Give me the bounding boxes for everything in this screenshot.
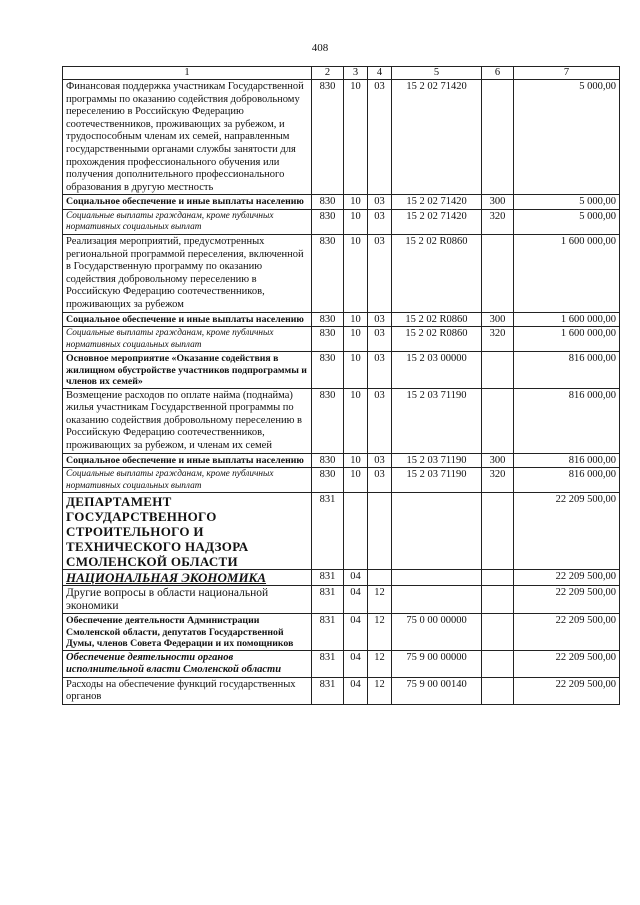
expense-type-code [482, 614, 514, 651]
expense-name: Социальные выплаты гражданам, кроме публичных нормативных социальных выплат [63, 209, 312, 234]
expense-type-code [482, 234, 514, 312]
expense-name: Социальное обеспечение и иные выплаты населению [63, 195, 312, 210]
grbs-code: 830 [312, 312, 344, 327]
subsection-code: 03 [368, 234, 392, 312]
budget-table [62, 66, 620, 705]
table-row [63, 586, 620, 614]
expense-type-code [482, 650, 514, 677]
expense-type-code [482, 352, 514, 389]
target-article-code: 15 2 03 71190 [392, 468, 482, 493]
grbs-code: 830 [312, 195, 344, 210]
subsection-code: 03 [368, 453, 392, 468]
amount: 22 209 500,00 [514, 570, 620, 586]
table-row [63, 195, 620, 210]
target-article-code: 15 2 02 R0860 [392, 327, 482, 352]
target-article-code: 15 2 02 R0860 [392, 234, 482, 312]
table-row [63, 312, 620, 327]
table-row [63, 80, 620, 195]
section-code: 10 [344, 453, 368, 468]
amount: 5 000,00 [514, 80, 620, 195]
target-article-code [392, 570, 482, 586]
target-article-code: 75 9 00 00140 [392, 677, 482, 704]
amount: 816 000,00 [514, 388, 620, 453]
expense-name: Социальные выплаты гражданам, кроме публичных нормативных социальных выплат [63, 327, 312, 352]
expense-name: Обеспечение деятельности органов исполнительной власти Смоленской области [63, 650, 312, 677]
amount: 5 000,00 [514, 209, 620, 234]
expense-name: ДЕПАРТАМЕНТ ГОСУДАРСТВЕННОГО СТРОИТЕЛЬНОГО И ТЕХНИЧЕСКОГО НАДЗОРА СМОЛЕНСКОЙ ОБЛАСТИ [63, 493, 312, 570]
subsection-code: 03 [368, 312, 392, 327]
expense-type-code: 320 [482, 327, 514, 352]
table-row [63, 327, 620, 352]
subsection-code: 12 [368, 677, 392, 704]
section-code [344, 493, 368, 570]
table-row [63, 388, 620, 453]
grbs-code: 830 [312, 327, 344, 352]
section-code: 10 [344, 234, 368, 312]
column-number: 1 [63, 67, 312, 80]
amount: 816 000,00 [514, 352, 620, 389]
grbs-code: 830 [312, 80, 344, 195]
target-article-code: 15 2 02 71420 [392, 209, 482, 234]
table-row [63, 677, 620, 704]
amount: 5 000,00 [514, 195, 620, 210]
target-article-code: 15 2 02 R0860 [392, 312, 482, 327]
amount: 22 209 500,00 [514, 650, 620, 677]
section-code: 04 [344, 614, 368, 651]
column-number: 2 [312, 67, 344, 80]
column-number: 6 [482, 67, 514, 80]
table-row [63, 614, 620, 651]
subsection-code: 03 [368, 80, 392, 195]
target-article-code: 15 2 03 71190 [392, 388, 482, 453]
expense-name: Основное мероприятие «Оказание содействия в жилищном обустройстве участников подпрограммы и членов их семей» [63, 352, 312, 389]
amount: 22 209 500,00 [514, 677, 620, 704]
grbs-code: 831 [312, 586, 344, 614]
grbs-code: 831 [312, 614, 344, 651]
table-row [63, 468, 620, 493]
section-code: 04 [344, 570, 368, 586]
grbs-code: 831 [312, 493, 344, 570]
section-code: 04 [344, 586, 368, 614]
subsection-code: 03 [368, 468, 392, 493]
column-number: 3 [344, 67, 368, 80]
target-article-code: 75 0 00 00000 [392, 614, 482, 651]
section-code: 10 [344, 209, 368, 234]
amount: 22 209 500,00 [514, 586, 620, 614]
table-row [63, 453, 620, 468]
section-code: 10 [344, 80, 368, 195]
amount: 22 209 500,00 [514, 493, 620, 570]
section-code: 04 [344, 677, 368, 704]
subsection-code: 03 [368, 352, 392, 389]
subsection-code [368, 493, 392, 570]
table-row [63, 209, 620, 234]
grbs-code: 830 [312, 468, 344, 493]
table-row [63, 650, 620, 677]
expense-name: Социальное обеспечение и иные выплаты населению [63, 453, 312, 468]
table-row [63, 352, 620, 389]
subsection-code: 03 [368, 388, 392, 453]
column-number-row [63, 67, 620, 80]
grbs-code: 831 [312, 570, 344, 586]
subsection-code: 03 [368, 195, 392, 210]
expense-name: НАЦИОНАЛЬНАЯ ЭКОНОМИКА [63, 570, 312, 586]
section-code: 10 [344, 195, 368, 210]
expense-type-code [482, 677, 514, 704]
subsection-code: 03 [368, 327, 392, 352]
subsection-code: 12 [368, 650, 392, 677]
table-row [63, 493, 620, 570]
target-article-code: 75 9 00 00000 [392, 650, 482, 677]
expense-name: Возмещение расходов по оплате найма (поднайма) жилья участникам Государственной программы по оказанию содействия добровольному переселению в Российскую Федерацию соотечественников, проживающих за рубежом, и членам их семей [63, 388, 312, 453]
expense-name: Финансовая поддержка участникам Государственной программы по оказанию содействия добровольному переселению в Российскую Федерацию соотечественников, проживающих за рубежом, и трудоспособным членам их семей, направленным государственными органами службы занятости для прохождения профессионального обучения или получения дополнительного профессионального образования в другую местность [63, 80, 312, 195]
expense-type-code [482, 586, 514, 614]
expense-name: Обеспечение деятельности Администрации Смоленской области, депутатов Государственной Думы, членов Совета Федерации и их помощников [63, 614, 312, 651]
table-row [63, 570, 620, 586]
section-code: 04 [344, 650, 368, 677]
target-article-code: 15 2 03 00000 [392, 352, 482, 389]
subsection-code: 12 [368, 614, 392, 651]
amount: 1 600 000,00 [514, 234, 620, 312]
expense-type-code: 300 [482, 312, 514, 327]
grbs-code: 830 [312, 209, 344, 234]
expense-name: Реализация мероприятий, предусмотренных региональной программой переселения, включенной в Государственную программу по оказанию содействия добровольному переселению в Российскую Федерацию соотечественников, проживающих за рубежом [63, 234, 312, 312]
section-code: 10 [344, 327, 368, 352]
target-article-code: 15 2 02 71420 [392, 80, 482, 195]
amount: 22 209 500,00 [514, 614, 620, 651]
expense-type-code [482, 80, 514, 195]
section-code: 10 [344, 312, 368, 327]
expense-type-code [482, 388, 514, 453]
column-number: 4 [368, 67, 392, 80]
grbs-code: 830 [312, 453, 344, 468]
section-code: 10 [344, 468, 368, 493]
column-number: 5 [392, 67, 482, 80]
amount: 816 000,00 [514, 468, 620, 493]
section-code: 10 [344, 388, 368, 453]
expense-type-code: 300 [482, 453, 514, 468]
target-article-code [392, 493, 482, 570]
column-number: 7 [514, 67, 620, 80]
table-body [63, 80, 620, 705]
expense-type-code: 320 [482, 468, 514, 493]
section-code: 10 [344, 352, 368, 389]
page-number: 408 [311, 42, 329, 54]
subsection-code: 03 [368, 209, 392, 234]
table-row [63, 234, 620, 312]
expense-type-code [482, 493, 514, 570]
expense-name: Другие вопросы в области национальной экономики [63, 586, 312, 614]
expense-type-code: 300 [482, 195, 514, 210]
target-article-code: 15 2 03 71190 [392, 453, 482, 468]
grbs-code: 831 [312, 650, 344, 677]
expense-name: Социальные выплаты гражданам, кроме публичных нормативных социальных выплат [63, 468, 312, 493]
grbs-code: 830 [312, 388, 344, 453]
expense-name: Социальное обеспечение и иные выплаты населению [63, 312, 312, 327]
target-article-code: 15 2 02 71420 [392, 195, 482, 210]
grbs-code: 831 [312, 677, 344, 704]
amount: 1 600 000,00 [514, 312, 620, 327]
target-article-code [392, 586, 482, 614]
expense-type-code: 320 [482, 209, 514, 234]
grbs-code: 830 [312, 352, 344, 389]
expense-type-code [482, 570, 514, 586]
expense-name: Расходы на обеспечение функций государственных органов [63, 677, 312, 704]
amount: 816 000,00 [514, 453, 620, 468]
subsection-code [368, 570, 392, 586]
subsection-code: 12 [368, 586, 392, 614]
grbs-code: 830 [312, 234, 344, 312]
amount: 1 600 000,00 [514, 327, 620, 352]
